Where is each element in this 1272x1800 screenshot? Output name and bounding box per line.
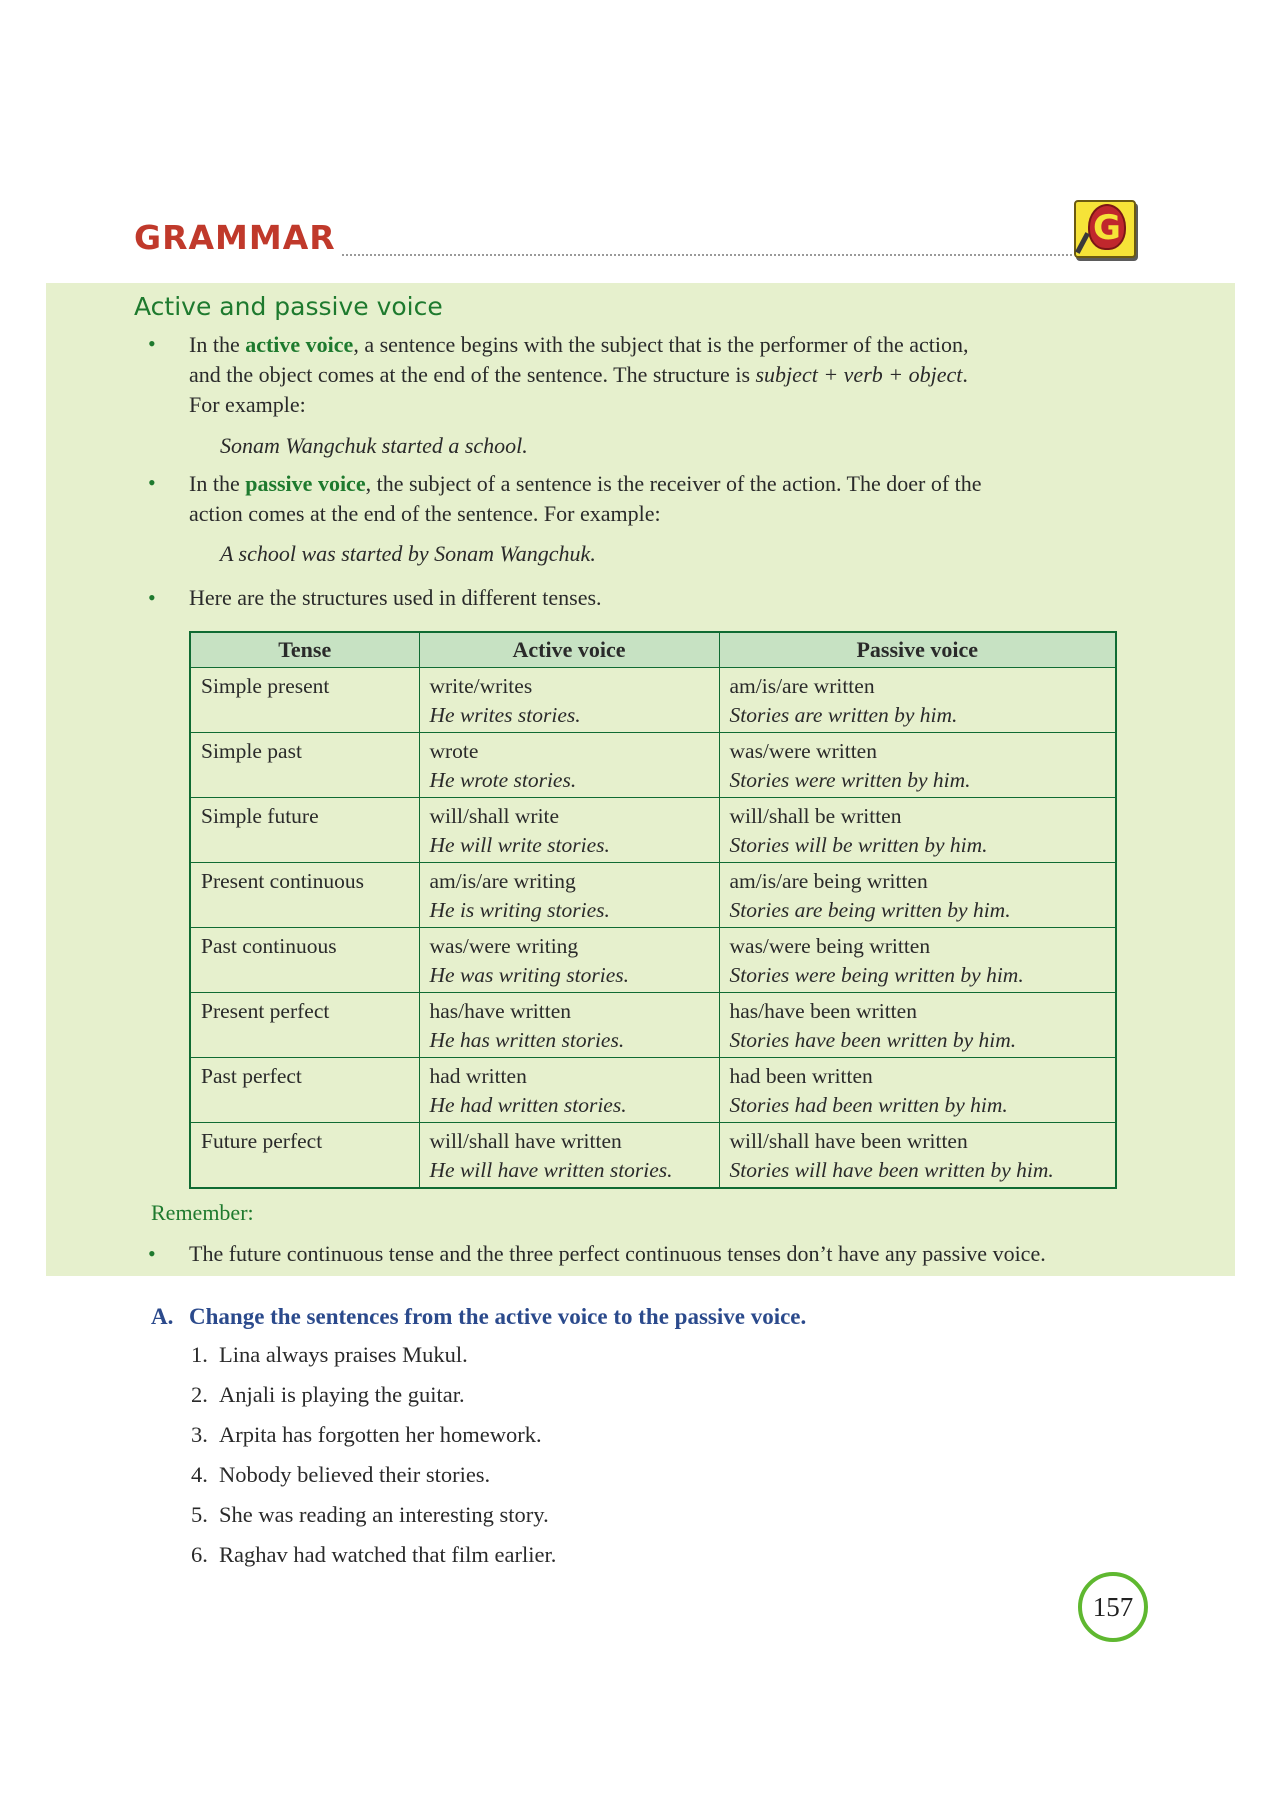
item-text: Lina always praises Mukul.: [219, 1342, 468, 1367]
table-row: [190, 733, 1116, 798]
tense-cell: Simple past: [190, 733, 419, 798]
passive-cell: was/were written Stories were written by him.: [719, 733, 1116, 798]
tense-cell: Simple future: [190, 798, 419, 863]
remember-label: Remember:: [151, 1200, 254, 1225]
passive-voice-paragraph: In the passive voice, the subject of a sentence is the receiver of the action. The doer of the action comes at the end of the sentence. For example:: [189, 471, 982, 526]
remember-note: The future continuous tense and the three perfect continuous tenses don’t have any passive voice.: [189, 1241, 1046, 1266]
tense-cell: Present perfect: [190, 993, 419, 1058]
passive-voice-term: passive voice: [245, 471, 366, 496]
active-cell: will/shall have written He will have written stories.: [419, 1123, 719, 1189]
table-row: [190, 863, 1116, 928]
list-item: [191, 1340, 556, 1380]
item-number: 6.: [191, 1542, 208, 1567]
grammar-book-icon: [1074, 200, 1136, 258]
active-cell: had written He had written stories.: [419, 1058, 719, 1123]
active-voice-term: active voice: [245, 332, 354, 357]
table-header-row: [190, 632, 1116, 668]
exercise-label: A.: [151, 1304, 174, 1329]
header-active: Active voice: [419, 632, 719, 668]
item-text: Anjali is playing the guitar.: [219, 1382, 465, 1407]
item-text: She was reading an interesting story.: [219, 1502, 549, 1527]
item-number: 2.: [191, 1382, 208, 1407]
active-example: Sonam Wangchuk started a school.: [220, 433, 528, 458]
item-text: Nobody believed their stories.: [219, 1462, 491, 1487]
bullet-icon: •: [148, 331, 156, 356]
active-cell: was/were writing He was writing stories.: [419, 928, 719, 993]
bullet-icon: •: [148, 585, 156, 610]
passive-cell: was/were being written Stories were being written by him.: [719, 928, 1116, 993]
exercise-heading: [151, 1304, 806, 1330]
passive-cell: has/have been written Stories have been written by him.: [719, 993, 1116, 1058]
tense-table: [189, 631, 1117, 1189]
table-row: [190, 928, 1116, 993]
passive-cell: will/shall have been written Stories will have been written by him.: [719, 1123, 1116, 1189]
bullet-icon: •: [148, 1241, 156, 1266]
tense-cell: Present continuous: [190, 863, 419, 928]
grammar-icon-letter: G: [1088, 204, 1126, 250]
list-item: [191, 1500, 556, 1540]
grammar-header: [134, 218, 1134, 262]
active-cell: has/have written He has written stories.: [419, 993, 719, 1058]
table-row: [190, 993, 1116, 1058]
item-number: 4.: [191, 1462, 208, 1487]
table-row: [190, 1123, 1116, 1189]
passive-cell: am/is/are being written Stories are being written by him.: [719, 863, 1116, 928]
page-title: GRAMMAR: [134, 218, 336, 257]
list-item: [191, 1380, 556, 1420]
active-cell: will/shall write He will write stories.: [419, 798, 719, 863]
tense-cell: Future perfect: [190, 1123, 419, 1189]
list-item: [191, 1460, 556, 1500]
active-cell: wrote He wrote stories.: [419, 733, 719, 798]
header-passive: Passive voice: [719, 632, 1116, 668]
passive-cell: will/shall be written Stories will be written by him.: [719, 798, 1116, 863]
table-row: [190, 798, 1116, 863]
page-number: 157: [1078, 1572, 1148, 1642]
item-number: 1.: [191, 1342, 208, 1367]
active-cell: am/is/are writing He is writing stories.: [419, 863, 719, 928]
active-cell: write/writes He writes stories.: [419, 668, 719, 733]
passive-cell: had been written Stories had been written by him.: [719, 1058, 1116, 1123]
exercise-list: [191, 1340, 556, 1580]
tense-cell: Past continuous: [190, 928, 419, 993]
bullet-icon: •: [148, 470, 156, 495]
passive-cell: am/is/are written Stories are written by him.: [719, 668, 1116, 733]
item-number: 5.: [191, 1502, 208, 1527]
item-number: 3.: [191, 1422, 208, 1447]
table-row: [190, 1058, 1116, 1123]
table-row: [190, 668, 1116, 733]
item-text: Raghav had watched that film earlier.: [219, 1542, 557, 1567]
pencil-icon: [1075, 232, 1090, 254]
exercise-instruction: Change the sentences from the active voice to the passive voice.: [189, 1304, 807, 1329]
header-tense: Tense: [190, 632, 419, 668]
active-voice-paragraph: In the active voice, a sentence begins with the subject that is the performer of the action, and the object comes at the end of the sentence. The structure is subject + verb + object. For example:: [189, 332, 969, 417]
item-text: Arpita has forgotten her homework.: [219, 1422, 542, 1447]
section-title: Active and passive voice: [134, 292, 443, 321]
list-item: [191, 1540, 556, 1580]
tense-cell: Past perfect: [190, 1058, 419, 1123]
structures-intro: Here are the structures used in different tenses.: [189, 585, 602, 610]
tense-cell: Simple present: [190, 668, 419, 733]
passive-example: A school was started by Sonam Wangchuk.: [220, 541, 596, 566]
list-item: [191, 1420, 556, 1460]
dotted-rule: [342, 254, 1072, 256]
